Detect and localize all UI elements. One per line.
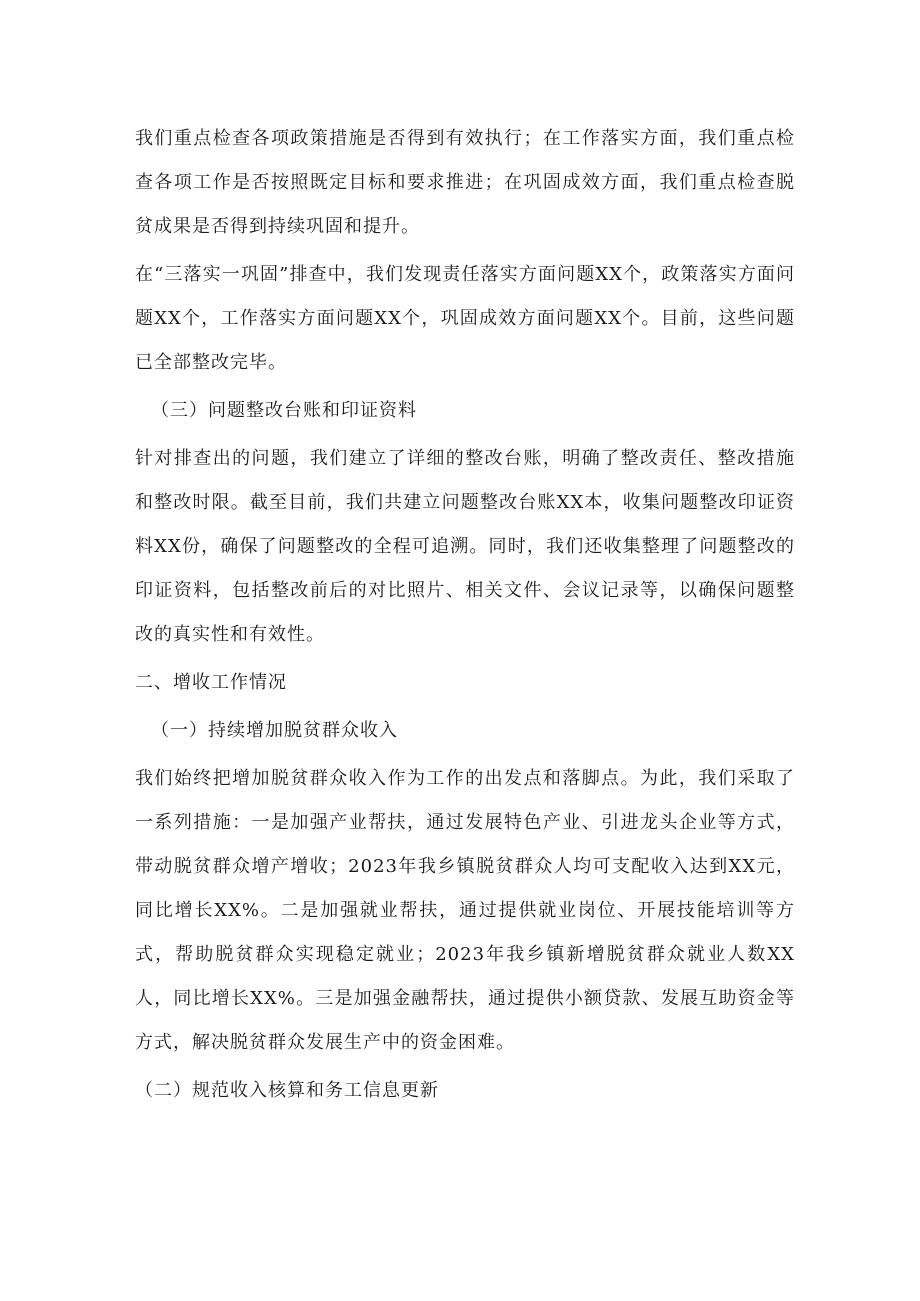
paragraph-income-measures: 我们始终把增加脱贫群众收入作为工作的出发点和落脚点。为此，我们采取了一系列措施：一是加强产业帮扶，通过发展特色产业、引进龙头企业等方式，带动脱贫群众增产增收；2023年我乡镇脱贫群众人均可支配收入达到XX元，同比增长XX%。二是加强就业帮扶，通过提供就业岗位、开展技能培训等方式，帮助脱贫群众实现稳定就业；2023年我乡镇新增脱贫群众就业人数XX人，同比增长XX%。三是加强金融帮扶，通过提供小额贷款、发展互助资金等方式，解决脱贫群众发展生产中的资金困难。 — [135, 768, 795, 1053]
chapter-heading-income-work: 二、增收工作情况 — [135, 672, 287, 693]
document-body — [135, 117, 795, 1117]
section-heading-income-accounting: （二）规范收入核算和务工信息更新 — [135, 1080, 439, 1101]
paragraph-rectification-ledger: 针对排查出的问题，我们建立了详细的整改台账，明确了整改责任、整改措施和整改时限。截至目前，我们共建立问题整改台账XX本，收集问题整改印证资料XX份，确保了问题整改的全程可追溯。同时，我们还收集整理了问题整改的印证资料，包括整改前后的对比照片、相关文件、会议记录等，以确保问题整改的真实性和有效性。 — [135, 448, 795, 645]
paragraph-policy-check: 我们重点检查各项政策措施是否得到有效执行；在工作落实方面，我们重点检查各项工作是否按照既定目标和要求推进；在巩固成效方面，我们重点检查脱贫成果是否得到持续巩固和提升。 — [135, 128, 795, 237]
section-heading-increase-income: （一）持续增加脱贫群众收入 — [151, 720, 398, 741]
section-heading-rectification-ledger: （三）问题整改台账和印证资料 — [151, 400, 417, 421]
paragraph-investigation-results: 在“三落实一巩固”排查中，我们发现责任落实方面问题XX个，政策落实方面问题XX个，工作落实方面问题XX个，巩固成效方面问题XX个。目前，这些问题已全部整改完毕。 — [135, 264, 795, 373]
